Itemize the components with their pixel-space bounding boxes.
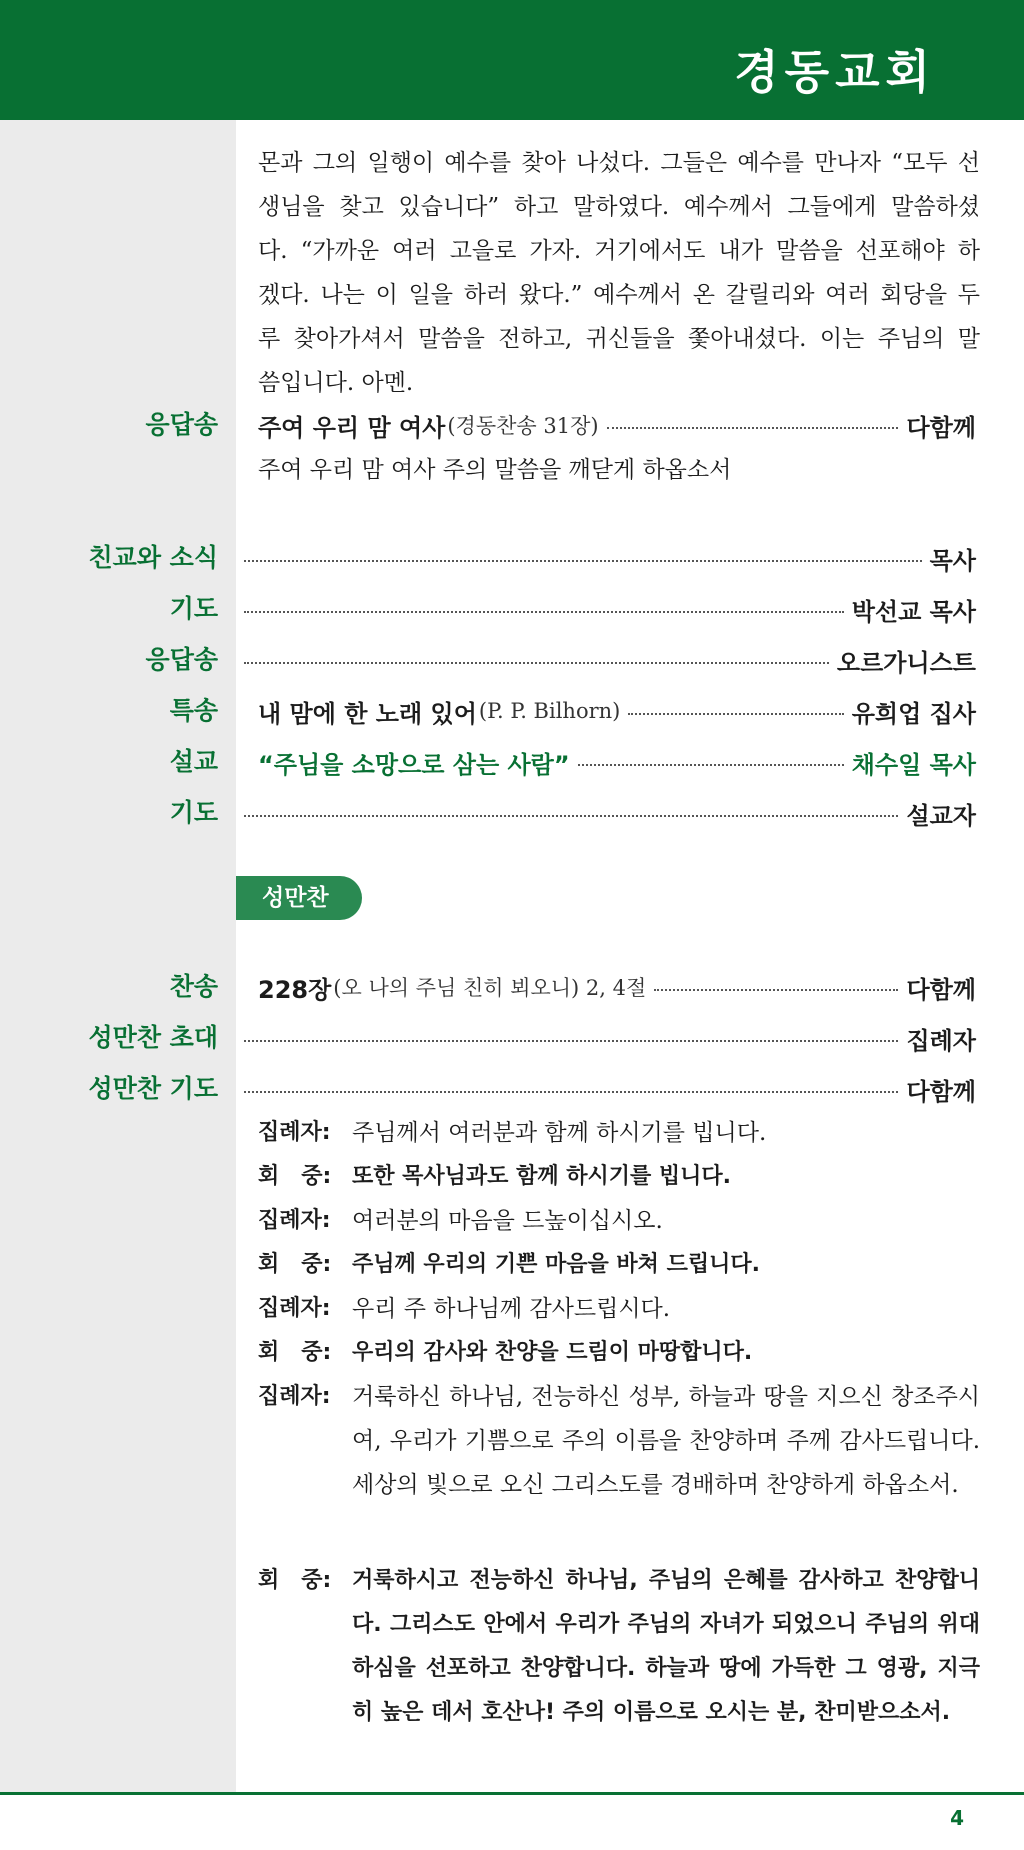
leader-dots (244, 1091, 898, 1093)
order-leader: 목사 (929, 546, 976, 575)
reading-text: 여러분의 마음을 드높이십시오. (352, 1208, 663, 1234)
reading-text: 주님께서 여러분과 함께 하시기를 빕니다. (352, 1120, 767, 1146)
left-column-band (0, 120, 236, 1792)
order-row-response-hymn (0, 405, 1024, 445)
order-label: 성만찬 초대 (88, 1023, 218, 1052)
leader-dots (628, 713, 843, 715)
order-row-communion-prayer (0, 1069, 1024, 1109)
order-row-fellowship (0, 538, 1024, 578)
responsive-line (258, 1155, 980, 1199)
page-number: 4 (950, 1806, 964, 1830)
leader-dots (244, 662, 829, 664)
responsive-line (258, 1243, 980, 1287)
song-composer: (P. P. Bilhorn) (478, 699, 621, 723)
scripture-line: 겠다. 나는 이 일을 하러 왔다.” 예수께서 온 갈릴리와 여러 회당을 두 (258, 282, 980, 308)
responsive-paragraph (258, 1559, 980, 1735)
reading-text: 거룩하시고 전능하신 하나님, 주님의 은혜를 감사하고 찬양합니다. 그리스도 안에서 우리가 주님의 자녀가 되었으니 주님의 위대하심을 선포하고 찬양합니다. 하늘과 땅에 가득한 그 영광, 지극히 높은 데서 호산나! 주의 이름으로 오시는 분, 찬미받으소서. (352, 1568, 980, 1725)
responsive-line (258, 1111, 980, 1155)
leader-dots (244, 1040, 898, 1042)
order-leader: 집례자 (906, 1026, 976, 1055)
order-row-prayer-after (0, 793, 1024, 833)
leader-dots (654, 989, 898, 991)
leader-dots (244, 611, 844, 613)
speaker-label: 회 중: (258, 1252, 332, 1277)
responsive-paragraph (258, 1375, 980, 1507)
order-label: 특송 (169, 696, 218, 725)
order-leader: 유희업 집사 (851, 699, 976, 728)
order-leader: 다함께 (906, 413, 976, 442)
scripture-line: 씀입니다. 아멘. (258, 370, 414, 396)
order-leader: 다함께 (906, 975, 976, 1004)
leader-dots (578, 764, 844, 766)
order-label: 기도 (169, 594, 218, 623)
order-label: 응답송 (145, 410, 218, 439)
speaker-label: 집례자: (258, 1208, 331, 1233)
footer-rule (0, 1792, 1024, 1795)
order-leader: 박선교 목사 (851, 597, 976, 626)
leader-dots (244, 815, 898, 817)
reading-text: 거룩하신 하나님, 전능하신 성부, 하늘과 땅을 지으신 창조주시여, 우리가 기쁨으로 주의 이름을 찬양하며 주께 감사드립니다. 세상의 빛으로 오신 그리스도를 경배하며 찬양하게 하옵소서. (352, 1384, 980, 1498)
order-leader: 설교자 (906, 801, 976, 830)
order-row-invitation (0, 1018, 1024, 1058)
order-row-sermon (0, 742, 1024, 782)
header-bar (0, 0, 1024, 120)
responsive-line (258, 1287, 980, 1331)
reading-text: 우리의 감사와 찬양을 드림이 마땅합니다. (352, 1340, 753, 1365)
song-title: 내 맘에 한 노래 있어 (258, 699, 477, 728)
leader-dots (607, 427, 899, 429)
order-leader: 오르가니스트 (836, 648, 976, 677)
scripture-line: 몬과 그의 일행이 예수를 찾아 나섰다. 그들은 예수를 만나자 “모두 선 (258, 150, 980, 176)
order-label: 친교와 소식 (88, 543, 218, 572)
speaker-label: 집례자: (258, 1384, 331, 1409)
scripture-line: 다. “가까운 여러 고을로 가자. 거기에서도 내가 말씀을 선포해야 하 (258, 238, 980, 264)
responsive-line (258, 1199, 980, 1243)
order-label: 설교 (169, 747, 218, 776)
order-label: 응답송 (145, 645, 218, 674)
church-name: 경동교회 (734, 45, 936, 99)
hymn-title: 주여 우리 맘 여사 (258, 413, 446, 442)
order-row-response-organ (0, 640, 1024, 680)
order-row-special-song (0, 691, 1024, 731)
scripture-line: 생님을 찾고 있습니다” 하고 말하였다. 예수께서 그들에게 말씀하셨 (258, 194, 980, 220)
order-row-prayer (0, 589, 1024, 629)
reading-text: 우리 주 하나님께 감사드립시다. (352, 1296, 671, 1322)
reading-text: 주님께 우리의 기쁜 마음을 바쳐 드립니다. (352, 1252, 760, 1277)
hymn-lyric: 주여 우리 맘 여사 주의 말씀을 깨닫게 하옵소서 (258, 457, 732, 483)
sermon-title: “주님을 소망으로 삼는 사람” (258, 750, 570, 779)
speaker-label: 회 중: (258, 1568, 332, 1593)
responsive-line (258, 1331, 980, 1375)
order-leader: 다함께 (906, 1077, 976, 1106)
scripture-line: 루 찾아가셔서 말씀을 전하고, 귀신들을 쫓아내셨다. 이는 주님의 말 (258, 326, 980, 352)
reading-text: 또한 목사님과도 함께 하시기를 빕니다. (352, 1164, 732, 1189)
order-label: 성만찬 기도 (88, 1074, 218, 1103)
speaker-label: 회 중: (258, 1340, 332, 1365)
section-badge-communion: 성만찬 (236, 876, 362, 920)
speaker-label: 집례자: (258, 1296, 331, 1321)
order-leader: 채수일 목사 (851, 750, 976, 779)
hymn-detail: (오 나의 주님 친히 뵈오니) 2, 4절 (333, 976, 647, 1000)
leader-dots (244, 560, 922, 562)
order-label: 찬송 (169, 972, 218, 1001)
hymn-number: 228장 (258, 975, 332, 1004)
hymn-source: (경동찬송 31장) (447, 414, 599, 438)
speaker-label: 회 중: (258, 1164, 332, 1189)
order-row-hymn (0, 967, 1024, 1007)
speaker-label: 집례자: (258, 1120, 331, 1145)
order-label: 기도 (169, 798, 218, 827)
